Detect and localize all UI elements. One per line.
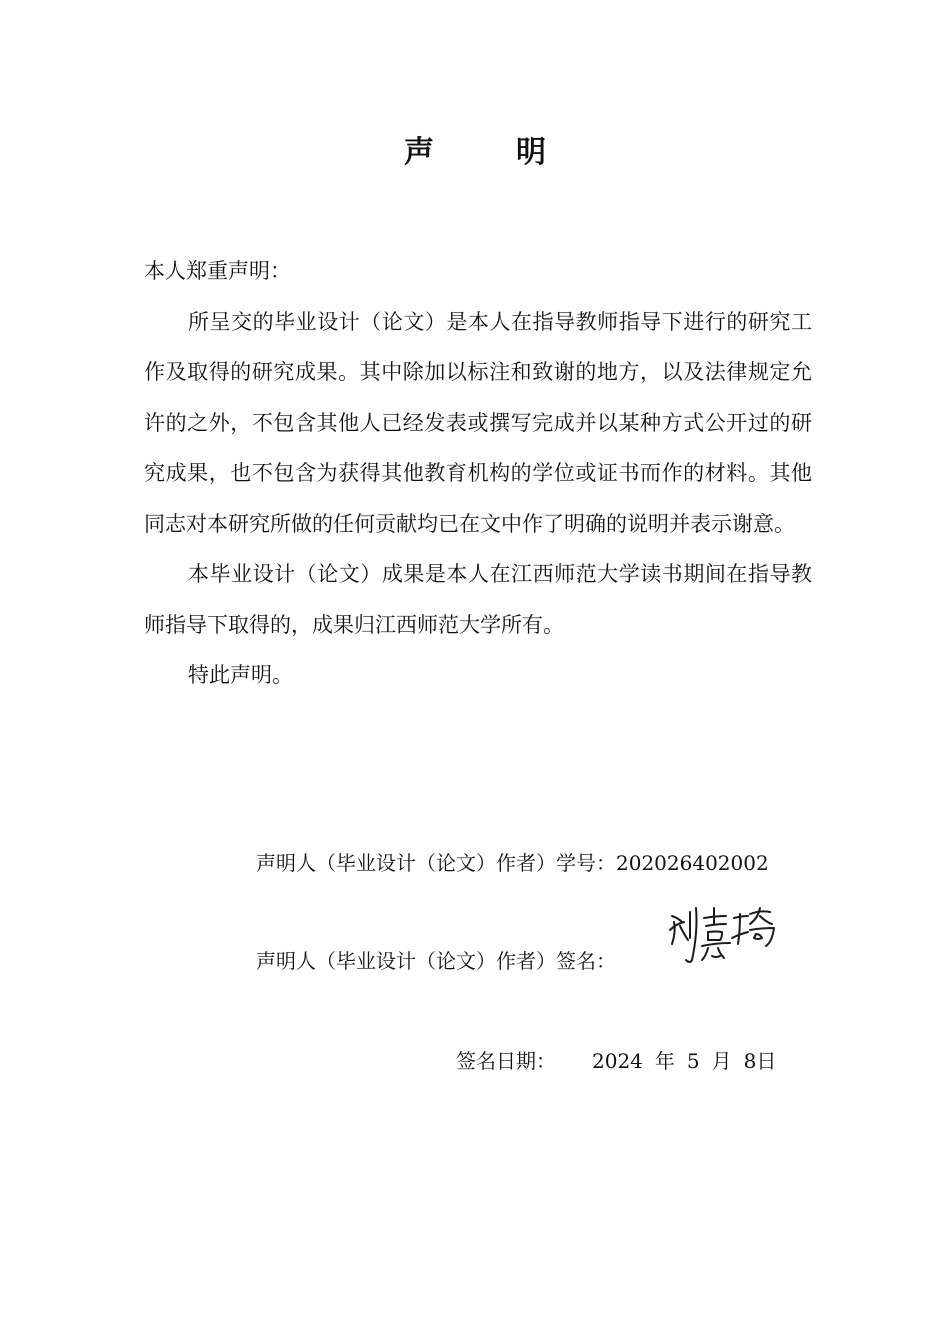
date-day-unit: 日 (756, 1049, 777, 1073)
date-year-unit: 年 (654, 1049, 675, 1073)
date-year: 2024 (592, 1049, 643, 1073)
title-char-right: 明 (516, 135, 546, 170)
date-month: 5 (686, 1049, 700, 1073)
handwritten-signature (664, 900, 780, 970)
closing-line: 特此声明。 (188, 663, 293, 687)
paragraph-ownership: 本毕业设计（论文）成果是本人在江西师范大学读书期间在指导教师指导下取得的，成果归江西师范大学所有。 (144, 562, 812, 637)
title-char-left: 声 (404, 135, 434, 170)
student-id-line (256, 848, 769, 878)
student-id-value: 202026402002 (616, 851, 769, 875)
student-id-label: 声明人（毕业设计（论文）作者）学号： (256, 851, 616, 875)
signature-line (256, 946, 616, 976)
date-month-unit: 月 (711, 1049, 732, 1073)
intro-line: 本人郑重声明： (144, 259, 291, 283)
signature-date-line (456, 1046, 776, 1076)
date-day: 8 (743, 1049, 757, 1073)
date-label: 签名日期： (456, 1049, 556, 1073)
page-title (0, 130, 950, 176)
paragraph-originality: 所呈交的毕业设计（论文）是本人在指导教师指导下进行的研究工作及取得的研究成果。其中除加以标注和致谢的地方，以及法律规定允许的之外，不包含其他人已经发表或撰写完成并以某种方式公开过的研究成果，也不包含为获得其他教育机构的学位或证书而作的材料。其他同志对本研究所做的任何贡献均已在文中作了明确的说明并表示谢意。 (144, 309, 812, 536)
declaration-body (144, 246, 812, 701)
signature-label: 声明人（毕业设计（论文）作者）签名： (256, 949, 616, 973)
